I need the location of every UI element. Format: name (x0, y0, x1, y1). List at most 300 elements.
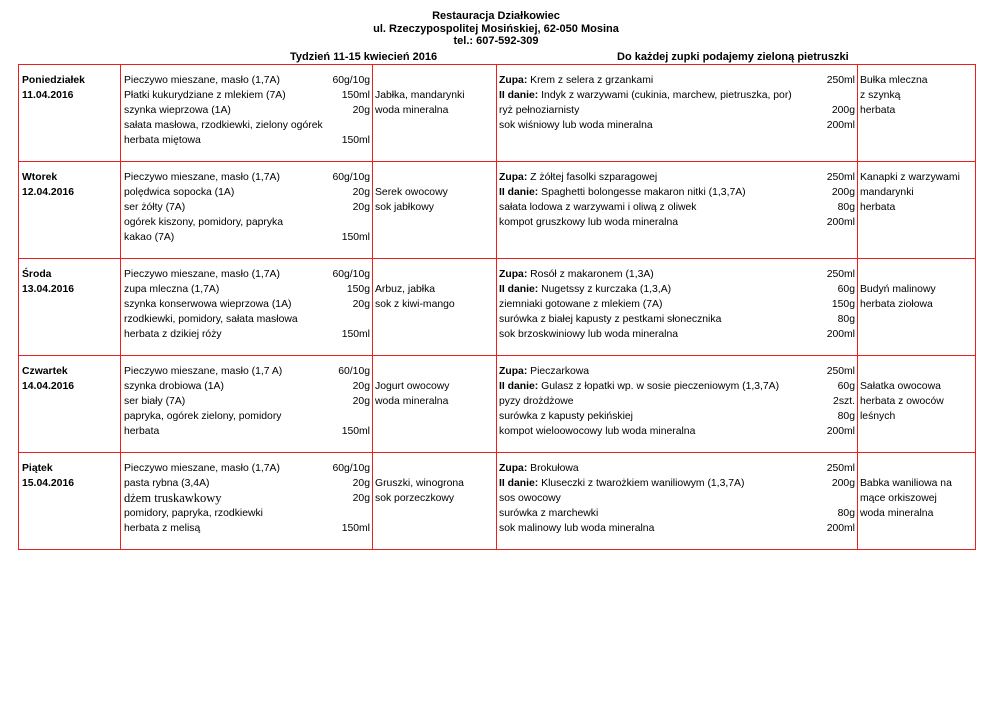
day-row (19, 356, 976, 453)
menu-item-text (497, 282, 838, 297)
menu-item-text: Kanapki z warzywami (860, 172, 960, 183)
menu-line (497, 118, 857, 133)
menu-item-text: ryż pełnoziarnisty (499, 105, 580, 116)
menu-item-quantity: 80g (837, 202, 855, 213)
menu-item-quantity: 150ml (341, 329, 370, 340)
snack-cell (373, 453, 497, 550)
menu-line (497, 521, 857, 536)
menu-item-quantity (494, 88, 496, 103)
course-text: Z żółtej fasolki szparagowej (527, 172, 658, 183)
restaurant-address: ul. Rzeczypospolitej Mosińskiej, 62-050 Mosina (373, 22, 619, 35)
snack-cell (373, 356, 497, 453)
menu-item-text: Arbuz, jabłka (375, 284, 436, 295)
menu-item-quantity: 2szt. (833, 396, 855, 407)
day-label (19, 162, 120, 258)
menu-item-text: pasta rybna (3,4A) (124, 478, 210, 489)
snack-list (373, 259, 496, 355)
dinner-cell (497, 453, 858, 550)
menu-item-text (858, 267, 973, 282)
menu-item-quantity (370, 506, 372, 521)
dinner-list (497, 453, 857, 549)
menu-line (497, 200, 857, 215)
menu-line (121, 267, 372, 282)
menu-item-text: dżem truskawkowy (124, 491, 222, 505)
menu-item-text: Pieczywo mieszane, masło (1,7 A) (124, 366, 283, 377)
menu-item-quantity (370, 215, 372, 230)
menu-item-quantity (973, 379, 975, 394)
snack-list (373, 453, 496, 549)
menu-item-quantity (973, 491, 975, 506)
menu-item-quantity (494, 282, 496, 297)
course-text: Brokułowa (527, 463, 579, 474)
menu-item-text (497, 379, 838, 394)
menu-item-quantity (855, 491, 857, 506)
breakfast-list (121, 453, 372, 549)
course-label: Zupa: (499, 75, 528, 86)
menu-line (373, 364, 496, 379)
menu-line (497, 103, 857, 118)
menu-line (497, 215, 857, 230)
menu-item-quantity (973, 476, 975, 491)
menu-item-text: surówka z kapusty pekińskiej (499, 411, 633, 422)
menu-item-quantity: 60g/10g (332, 463, 370, 474)
snack-cell (373, 259, 497, 356)
menu-line (121, 215, 372, 230)
menu-item-quantity (973, 364, 975, 379)
menu-item-quantity (855, 88, 857, 103)
menu-item-text: szynka wieprzowa (1A) (124, 105, 231, 116)
menu-item-quantity: 60g (837, 284, 855, 295)
day-cell (19, 65, 121, 162)
menu-item-quantity (973, 185, 975, 200)
menu-item-text: Gruszki, winogrona (375, 478, 464, 489)
menu-line (858, 394, 975, 409)
day-label (19, 453, 120, 549)
course-text: Indyk z warzywami (cukinia, marchew, pietruszka, por) (538, 90, 792, 101)
day-name: Piątek (22, 463, 53, 474)
menu-item-quantity (494, 394, 496, 409)
breakfast-cell (121, 453, 373, 550)
tea-list (858, 453, 975, 549)
breakfast-cell (121, 162, 373, 259)
day-label (19, 65, 120, 161)
menu-item-text (497, 185, 832, 200)
menu-item-text (497, 461, 827, 476)
menu-line (858, 103, 975, 118)
menu-line (121, 312, 372, 327)
dinner-cell (497, 162, 858, 259)
course-label: II danie: (499, 187, 539, 198)
tea-list (858, 65, 975, 161)
menu-line (858, 297, 975, 312)
menu-item-quantity: 20g (352, 105, 370, 116)
menu-line (497, 379, 857, 394)
menu-item-text: Serek owocowy (375, 187, 448, 198)
menu-item-text: Sałatka owocowa (860, 381, 941, 392)
menu-item-text (497, 170, 827, 185)
menu-line (121, 185, 372, 200)
menu-item-quantity: 150g (831, 299, 855, 310)
menu-item-text: herbata (860, 202, 896, 213)
menu-item-quantity: 150ml (341, 232, 370, 243)
breakfast-list (121, 259, 372, 355)
menu-item-text: mące orkiszowej (860, 493, 937, 504)
snack-list (373, 162, 496, 258)
menu-item-quantity: 60/10g (338, 366, 370, 377)
tea-cell (858, 356, 976, 453)
course-text: Spaghetti bolongesse makaron nitki (1,3,7A) (538, 187, 746, 198)
menu-item-text: rzodkiewki, pomidory, sałata masłowa (124, 314, 298, 325)
menu-item-text: herbata (860, 105, 896, 116)
menu-item-text: herbata z owoców (860, 396, 944, 407)
menu-line (497, 409, 857, 424)
breakfast-list (121, 356, 372, 452)
menu-line (373, 461, 496, 476)
menu-item-quantity: 20g (352, 493, 370, 504)
menu-line (121, 506, 372, 521)
breakfast-cell (121, 356, 373, 453)
menu-item-quantity (494, 491, 496, 506)
tea-cell (858, 65, 976, 162)
menu-item-text: Pieczywo mieszane, masło (1,7A) (124, 463, 280, 474)
menu-line (497, 88, 857, 103)
menu-line (121, 364, 372, 379)
menu-line (373, 185, 496, 200)
course-text: Gulasz z łopatki wp. w sosie pieczeniowym (1,3,7A) (538, 381, 780, 392)
menu-item-text: ser biały (7A) (124, 396, 186, 407)
menu-item-text: Babka waniliowa na (860, 478, 952, 489)
menu-line (121, 118, 372, 133)
menu-item-quantity: 250ml (826, 172, 855, 183)
menu-item-text: sok jabłkowy (375, 202, 434, 213)
course-text: Rosół z makaronem (1,3A) (527, 269, 654, 280)
day-name: Wtorek (22, 172, 58, 183)
menu-item-quantity (973, 297, 975, 312)
menu-item-text: ziemniaki gotowane z mlekiem (7A) (499, 299, 663, 310)
menu-item-text: sałata lodowa z warzywami i oliwą z oliwek (499, 202, 697, 213)
menu-line (497, 170, 857, 185)
menu-line (121, 297, 372, 312)
menu-line (121, 461, 372, 476)
course-label: Zupa: (499, 269, 528, 280)
menu-item-text: sałata masłowa, rzodkiewki, zielony ogórek (124, 120, 323, 131)
menu-item-text (858, 461, 973, 476)
menu-item-quantity (494, 103, 496, 118)
menu-item-text: Jabłka, mandarynki (375, 90, 465, 101)
course-label: II danie: (499, 90, 539, 101)
menu-item-text: herbata miętowa (124, 135, 201, 146)
menu-item-quantity: 80g (837, 508, 855, 519)
menu-item-quantity: 200ml (826, 217, 855, 228)
menu-item-text: sok wiśniowy lub woda mineralna (499, 120, 653, 131)
menu-item-quantity (973, 200, 975, 215)
menu-line (121, 73, 372, 88)
menu-item-text: ogórek kiszony, pomidory, papryka (124, 217, 284, 228)
course-text: Nugetssy z kurczaka (1,3,A) (538, 284, 672, 295)
snack-list (373, 356, 496, 452)
day-row (19, 259, 976, 356)
menu-item-text: ser żółty (7A) (124, 202, 186, 213)
menu-table (18, 64, 976, 550)
day-date: 12.04.2016 (22, 187, 75, 198)
menu-line (121, 394, 372, 409)
menu-item-quantity: 150ml (341, 426, 370, 437)
menu-item-text (497, 73, 827, 88)
menu-line (121, 103, 372, 118)
menu-item-text: z szynką (860, 90, 901, 101)
dinner-list (497, 65, 857, 161)
snack-cell (373, 162, 497, 259)
menu-line (497, 491, 857, 506)
menu-line (497, 185, 857, 200)
dinner-list (497, 162, 857, 258)
menu-line (373, 491, 496, 506)
menu-item-text: woda mineralna (375, 396, 449, 407)
breakfast-list (121, 162, 372, 258)
menu-item-text (497, 88, 855, 103)
menu-line (373, 88, 496, 103)
menu-line (373, 394, 496, 409)
menu-item-quantity: 60g (837, 381, 855, 392)
menu-item-text: sok porzeczkowy (375, 493, 455, 504)
menu-item-quantity: 200ml (826, 523, 855, 534)
menu-item-text: woda mineralna (375, 105, 449, 116)
menu-item-quantity: 250ml (826, 75, 855, 86)
day-row (19, 453, 976, 550)
tea-cell (858, 162, 976, 259)
menu-item-text: woda mineralna (860, 508, 934, 519)
menu-line (121, 88, 372, 103)
menu-item-quantity (973, 282, 975, 297)
day-date: 11.04.2016 (22, 90, 74, 101)
menu-item-text (497, 476, 832, 491)
menu-item-quantity: 150g (346, 284, 370, 295)
menu-line (121, 170, 372, 185)
course-text: Kluseczki z twarożkiem waniliowym (1,3,7A) (538, 478, 745, 489)
menu-item-quantity: 250ml (826, 463, 855, 474)
day-date: 14.04.2016 (22, 381, 75, 392)
menu-item-quantity: 250ml (826, 269, 855, 280)
menu-line (497, 506, 857, 521)
menu-item-text: Płatki kukurydziane z mlekiem (7A) (124, 90, 286, 101)
menu-line (497, 364, 857, 379)
menu-item-text: mandarynki (860, 187, 914, 198)
menu-item-quantity (370, 312, 372, 327)
menu-item-quantity: 20g (352, 202, 370, 213)
course-label: Zupa: (499, 366, 528, 377)
day-name: Środa (22, 269, 52, 280)
menu-line (121, 230, 372, 245)
menu-item-quantity (494, 297, 496, 312)
menu-line (858, 379, 975, 394)
tea-list (858, 259, 975, 355)
menu-line (858, 364, 975, 379)
day-row (19, 162, 976, 259)
tea-list (858, 162, 975, 258)
menu-item-text: Jogurt owocowy (375, 381, 450, 392)
day-cell (19, 162, 121, 259)
day-name: Czwartek (22, 366, 68, 377)
menu-item-text: Pieczywo mieszane, masło (1,7A) (124, 75, 280, 86)
week-range: Tydzień 11-15 kwiecień 2016 (290, 51, 438, 63)
menu-item-quantity (973, 461, 975, 476)
menu-line (373, 267, 496, 282)
menu-line (858, 185, 975, 200)
day-date: 15.04.2016 (22, 478, 75, 489)
menu-item-text: herbata (124, 426, 160, 437)
dinner-list (497, 259, 857, 355)
day-cell (19, 453, 121, 550)
menu-item-text: pyzy drożdżowe (499, 396, 574, 407)
menu-item-quantity (494, 200, 496, 215)
snack-cell (373, 65, 497, 162)
menu-item-quantity: 20g (352, 396, 370, 407)
menu-item-quantity: 60g/10g (332, 172, 370, 183)
menu-item-quantity: 200g (831, 478, 855, 489)
menu-line (497, 424, 857, 439)
menu-item-quantity: 200g (831, 105, 855, 116)
menu-line (858, 170, 975, 185)
menu-item-quantity (973, 73, 975, 88)
menu-item-quantity (973, 506, 975, 521)
course-label: Zupa: (499, 463, 528, 474)
parsley-note: Do każdej zupki podajemy zieloną pietruszki (617, 51, 849, 63)
menu-item-quantity (494, 185, 496, 200)
menu-item-quantity (973, 394, 975, 409)
tea-cell (858, 453, 976, 550)
menu-line (497, 476, 857, 491)
breakfast-list (121, 65, 372, 161)
menu-line (858, 476, 975, 491)
menu-item-quantity (973, 88, 975, 103)
menu-line (497, 312, 857, 327)
menu-item-quantity: 150ml (341, 523, 370, 534)
day-label (19, 356, 120, 452)
dinner-cell (497, 65, 858, 162)
menu-line (858, 491, 975, 506)
menu-line (373, 297, 496, 312)
menu-item-quantity: 80g (837, 411, 855, 422)
menu-item-text: zupa mleczna (1,7A) (124, 284, 220, 295)
menu-line (373, 170, 496, 185)
menu-item-quantity: 200ml (826, 426, 855, 437)
menu-item-quantity (973, 267, 975, 282)
day-name: Poniedziałek (22, 75, 85, 86)
menu-line (121, 424, 372, 439)
menu-line (858, 282, 975, 297)
menu-line (858, 200, 975, 215)
course-label: II danie: (499, 284, 539, 295)
menu-item-quantity: 60g/10g (332, 269, 370, 280)
menu-line (373, 103, 496, 118)
menu-item-text: Bułka mleczna (860, 75, 928, 86)
menu-line (858, 506, 975, 521)
menu-item-text: szynka konserwowa wieprzowa (1A) (124, 299, 292, 310)
menu-item-text: Pieczywo mieszane, masło (1,7A) (124, 269, 280, 280)
menu-item-text: kakao (7A) (124, 232, 175, 243)
breakfast-cell (121, 65, 373, 162)
tea-list (858, 356, 975, 452)
menu-item-text: sok z kiwi-mango (375, 299, 455, 310)
menu-item-text: polędwica sopocka (1A) (124, 187, 235, 198)
menu-item-text: surówka z białej kapusty z pestkami słonecznika (499, 314, 722, 325)
menu-item-quantity (370, 118, 372, 133)
dinner-cell (497, 356, 858, 453)
restaurant-name: Restauracja Działkowiec (432, 10, 560, 22)
menu-line (373, 379, 496, 394)
menu-item-text: sok malinowy lub woda mineralna (499, 523, 655, 534)
day-row (19, 65, 976, 162)
menu-line (497, 461, 857, 476)
menu-line (858, 461, 975, 476)
menu-item-text (497, 364, 827, 379)
menu-line (373, 282, 496, 297)
menu-item-text: sok brzoskwiniowy lub woda mineralna (499, 329, 679, 340)
menu-line (497, 394, 857, 409)
dinner-cell (497, 259, 858, 356)
menu-line (858, 73, 975, 88)
snack-list (373, 65, 496, 161)
menu-line (121, 476, 372, 491)
menu-item-text: pomidory, papryka, rzodkiewki (124, 508, 263, 519)
breakfast-cell (121, 259, 373, 356)
menu-line (121, 379, 372, 394)
menu-line (121, 327, 372, 342)
menu-line (497, 267, 857, 282)
menu-item-quantity (973, 103, 975, 118)
menu-item-quantity (494, 379, 496, 394)
restaurant-phone: tel.: 607-592-309 (453, 35, 539, 47)
menu-item-text: Budyń malinowy (860, 284, 936, 295)
menu-item-quantity: 20g (352, 381, 370, 392)
menu-line (121, 282, 372, 297)
menu-item-text: herbata z dzikiej róży (124, 329, 222, 340)
menu-item-quantity: 150ml (341, 90, 370, 101)
menu-item-text (497, 267, 827, 282)
menu-line (497, 327, 857, 342)
menu-line (497, 282, 857, 297)
menu-item-quantity: 20g (352, 187, 370, 198)
course-label: Zupa: (499, 172, 528, 183)
menu-item-text: sos owocowy (499, 493, 561, 504)
day-cell (19, 356, 121, 453)
menu-item-text: papryka, ogórek zielony, pomidory (124, 411, 282, 422)
dinner-list (497, 356, 857, 452)
tea-cell (858, 259, 976, 356)
menu-line (497, 297, 857, 312)
menu-item-quantity (494, 476, 496, 491)
menu-item-text: herbata ziołowa (860, 299, 933, 310)
menu-item-text: herbata z melisą (124, 523, 201, 534)
menu-item-text: surówka z marchewki (499, 508, 599, 519)
menu-item-quantity: 150ml (341, 135, 370, 146)
document-header (0, 10, 992, 48)
menu-item-quantity: 200ml (826, 120, 855, 131)
menu-line (121, 200, 372, 215)
menu-item-quantity: 80g (837, 314, 855, 325)
menu-line (121, 133, 372, 148)
menu-line (497, 73, 857, 88)
menu-item-quantity: 200g (831, 187, 855, 198)
course-text: Krem z selera z grzankami (527, 75, 654, 86)
menu-line (373, 73, 496, 88)
course-label: II danie: (499, 381, 539, 392)
menu-line (858, 88, 975, 103)
menu-line (373, 200, 496, 215)
menu-item-text: szynka drobiowa (1A) (124, 381, 224, 392)
day-cell (19, 259, 121, 356)
menu-item-quantity: 20g (352, 478, 370, 489)
